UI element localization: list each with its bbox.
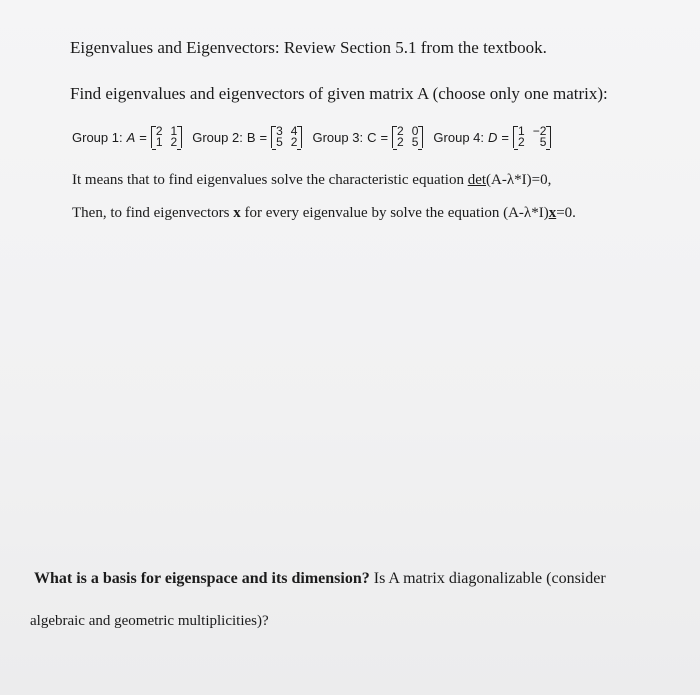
matrix-cell: 2 xyxy=(155,124,163,138)
matrix-cell: 3 xyxy=(276,124,283,138)
matrix-variable: A xyxy=(126,129,136,145)
matrix-cell: 2 xyxy=(290,135,298,149)
bold-x: x xyxy=(233,205,241,221)
matrix-variable: B xyxy=(246,129,256,145)
group-2 xyxy=(192,126,302,148)
matrix xyxy=(151,126,182,148)
matrix-cell: 5 xyxy=(276,135,283,149)
matrix-cell: 2 xyxy=(397,135,404,149)
group-label: Group 4: xyxy=(433,129,485,145)
group-label: Group 2: xyxy=(192,129,243,145)
page-title: Eigenvalues and Eigenvectors: Review Section 5.1 from the textbook. xyxy=(70,38,547,57)
matrix-cell: 1 xyxy=(518,124,525,138)
matrix-cell: 2 xyxy=(170,135,178,149)
equals-sign: = xyxy=(259,129,268,145)
equals-sign: = xyxy=(380,129,389,145)
characteristic-equation-line xyxy=(72,172,551,189)
group-1 xyxy=(72,126,182,148)
question-bold: What is a basis for eigenspace and its dimension? xyxy=(34,570,370,587)
group-label: Group 3: xyxy=(312,129,364,145)
det-underlined: det xyxy=(467,172,487,188)
group-label: Group 1: xyxy=(72,129,123,145)
line-text: =0. xyxy=(556,205,576,221)
bold-underlined-x: x xyxy=(548,205,557,221)
matrix-cell: 5 xyxy=(539,135,547,149)
matrix-cell: 2 xyxy=(397,124,404,138)
matrix-cell: −2 xyxy=(532,124,547,138)
matrix xyxy=(392,126,423,148)
question-text: Is A matrix diagonalizable (consider xyxy=(369,570,606,587)
matrix xyxy=(513,126,551,148)
question-line-1 xyxy=(34,570,606,588)
matrix-cell: 4 xyxy=(290,124,298,138)
matrix-variable: D xyxy=(488,129,498,145)
line-text: Then, to find eigenvectors xyxy=(72,205,234,221)
matrix-cell: 2 xyxy=(518,135,525,149)
line-text: (A-λ*I)=0, xyxy=(486,172,552,188)
task-prompt: Find eigenvalues and eigenvectors of given matrix A (choose only one matrix): xyxy=(70,84,608,103)
group-3 xyxy=(312,126,423,148)
matrix-cell: 5 xyxy=(411,135,419,149)
question-line-2: algebraic and geometric multiplicities)? xyxy=(30,613,269,629)
group-4 xyxy=(433,126,551,148)
eigenvector-equation-line xyxy=(72,205,576,222)
line-text: for every eigenvalue by solve the equation (A-λ*I) xyxy=(240,205,549,221)
equals-sign: = xyxy=(501,129,509,145)
matrix-groups xyxy=(72,126,561,148)
matrix-cell: 1 xyxy=(155,135,163,149)
matrix-cell: 1 xyxy=(170,124,178,138)
matrix-variable: C xyxy=(367,129,377,145)
line-text: It means that to find eigenvalues solve the characteristic equation xyxy=(72,172,468,188)
matrix xyxy=(271,126,302,148)
matrix-cell: 0 xyxy=(411,124,419,138)
equals-sign: = xyxy=(139,129,147,145)
